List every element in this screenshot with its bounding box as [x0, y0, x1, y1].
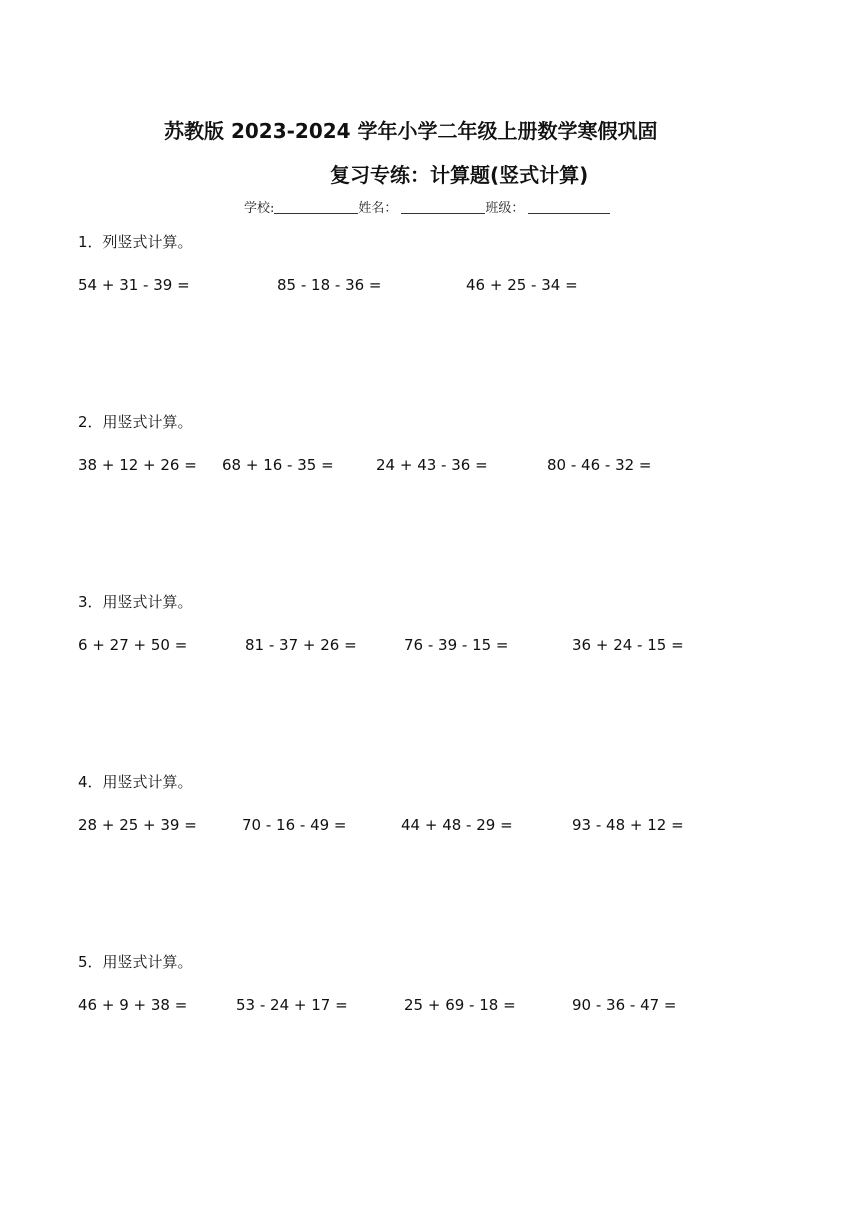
- question-1-heading: 1．列竖式计算。: [78, 233, 193, 251]
- question-4-expression-2: 70 - 16 - 49 =: [242, 816, 347, 834]
- question-5-expression-2: 53 - 24 + 17 =: [236, 996, 348, 1014]
- question-4-expression-4: 93 - 48 + 12 =: [572, 816, 684, 834]
- question-2-expression-1: 38 + 12 + 26 =: [78, 456, 197, 474]
- worksheet-title-line-1: 苏教版 2023-2024 学年小学二年级上册数学寒假巩固: [164, 119, 658, 143]
- question-2-heading: 2．用竖式计算。: [78, 413, 193, 431]
- question-3-expression-1: 6 + 27 + 50 =: [78, 636, 188, 654]
- question-1-expression-3: 46 + 25 - 34 =: [466, 276, 578, 294]
- class-blank: [528, 200, 610, 214]
- question-3-expression-2: 81 - 37 + 26 =: [245, 636, 357, 654]
- question-4-expression-3: 44 + 48 - 29 =: [401, 816, 513, 834]
- question-3-expression-4: 36 + 24 - 15 =: [572, 636, 684, 654]
- question-2-expression-3: 24 + 43 - 36 =: [376, 456, 488, 474]
- question-4-expression-1: 28 + 25 + 39 =: [78, 816, 197, 834]
- name-blank: [401, 200, 485, 214]
- question-5-expression-1: 46 + 9 + 38 =: [78, 996, 188, 1014]
- question-1-expression-2: 85 - 18 - 36 =: [277, 276, 382, 294]
- question-2-expression-4: 80 - 46 - 32 =: [547, 456, 652, 474]
- question-5-heading: 5．用竖式计算。: [78, 953, 193, 971]
- worksheet-title-line-2: 复习专练：计算题(竖式计算): [330, 163, 589, 187]
- question-1-expression-1: 54 + 31 - 39 =: [78, 276, 190, 294]
- question-3-expression-3: 76 - 39 - 15 =: [404, 636, 509, 654]
- question-5-expression-4: 90 - 36 - 47 =: [572, 996, 677, 1014]
- question-4-heading: 4．用竖式计算。: [78, 773, 193, 791]
- student-info-line: [244, 197, 610, 216]
- question-5-expression-3: 25 + 69 - 18 =: [404, 996, 516, 1014]
- school-label: 学校:: [244, 201, 275, 216]
- name-label: 姓名：: [358, 201, 398, 216]
- question-3-heading: 3．用竖式计算。: [78, 593, 193, 611]
- question-2-expression-2: 68 + 16 - 35 =: [222, 456, 334, 474]
- school-blank: [274, 200, 358, 214]
- class-label: 班级：: [485, 201, 525, 216]
